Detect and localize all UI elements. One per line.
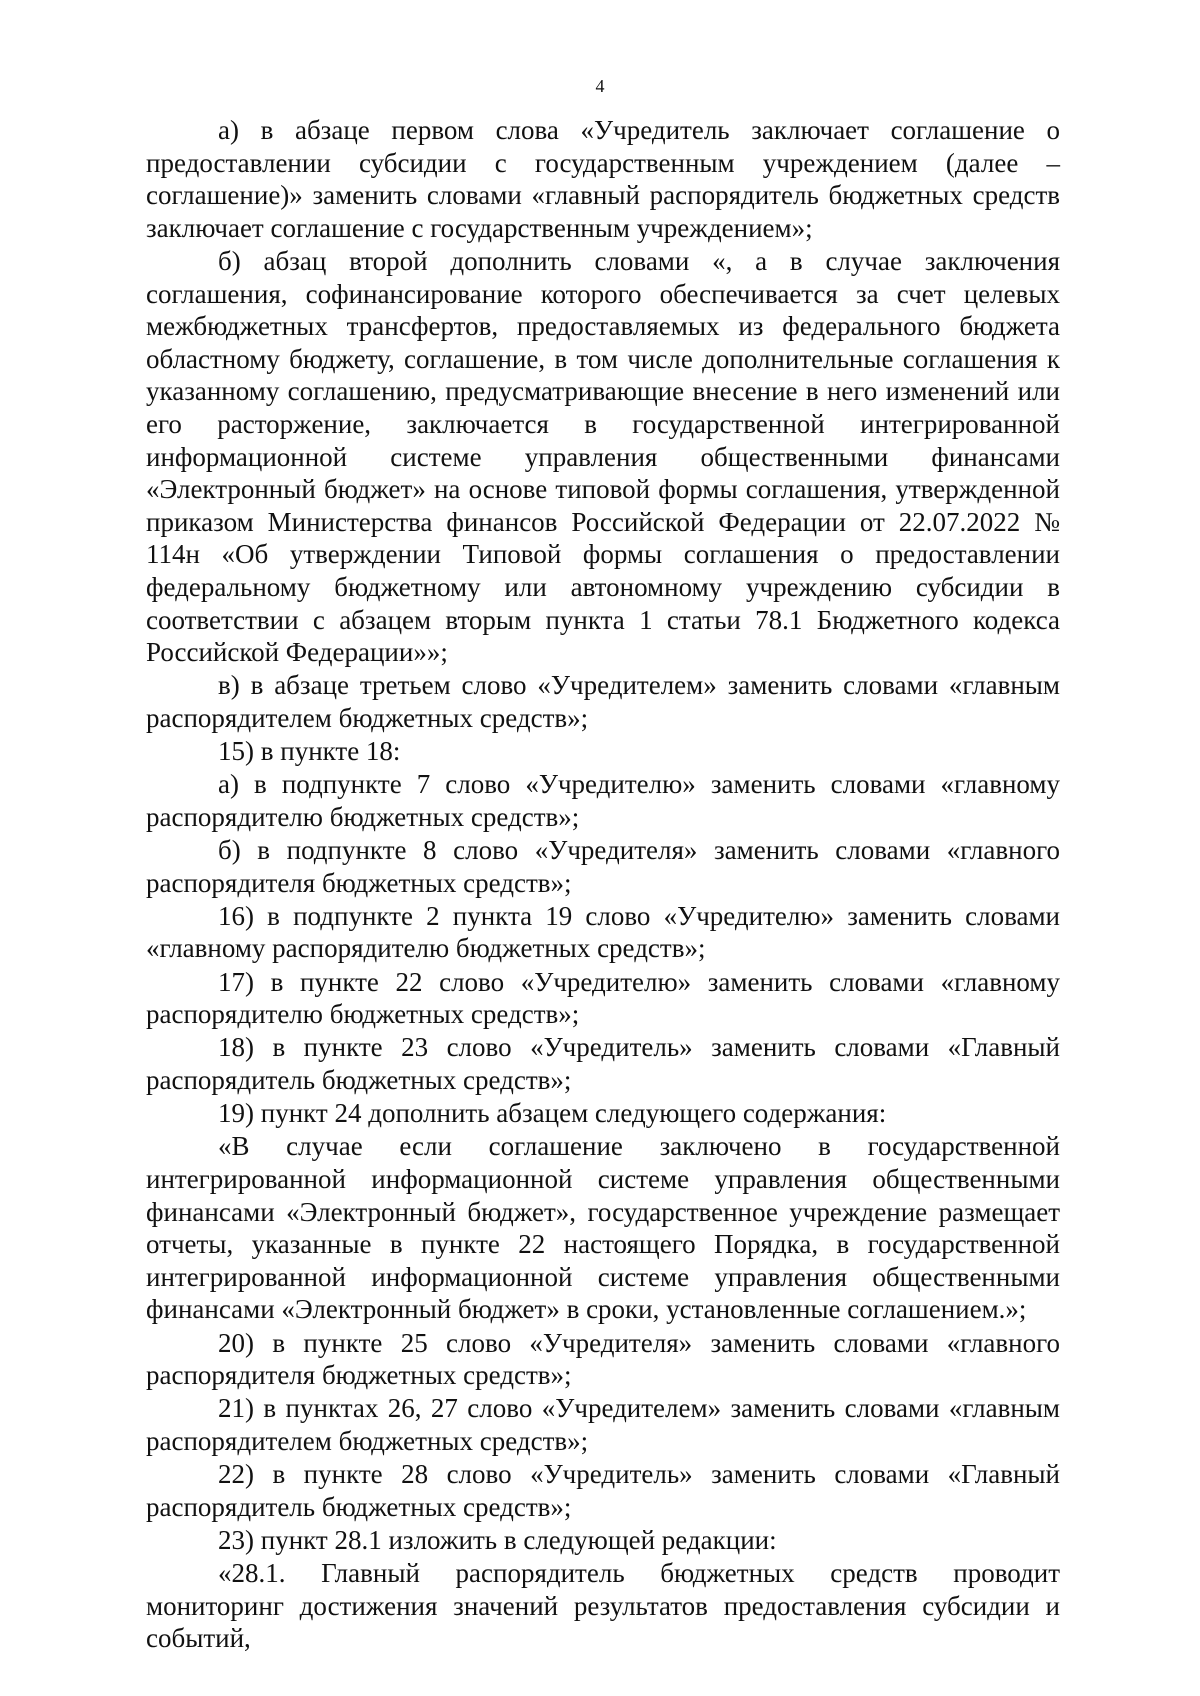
paragraph-b-subpoint-8: б) в подпункте 8 слово «Учредителя» заменить словами «главного распорядителя бюджетных средств»;: [146, 835, 1060, 898]
paragraph-17-point-22: 17) в пункте 22 слово «Учредителю» заменить словами «главному распорядителю бюджетных средств»;: [146, 966, 1060, 1030]
paragraph-20-point-25: 20) в пункте 25 слово «Учредителя» заменить словами «главного распорядителя бюджетных средств»;: [146, 1327, 1060, 1391]
paragraph-a-subsidy-agreement: а) в абзаце первом слова «Учредитель заключает соглашение о предоставлении субсидии с государственным учреждением (далее – соглашение)» заменить словами «главный распорядитель бюджетных средств заключает соглашение с государственным учреждением»;: [146, 115, 1060, 243]
paragraph-22-point-28: 22) в пункте 28 слово «Учредитель» заменить словами «Главный распорядитель бюджетных средств»;: [146, 1459, 1060, 1522]
paragraph-23-point-28-1: 23) пункт 28.1 изложить в следующей редакции:: [218, 1524, 777, 1555]
paragraph-quote-reports: «В случае если соглашение заключено в государственной интегрированной информационной системе управления общественными финансами «Электронный бюджет», государственное учреждение размещает отчеты, указанные в пункте 22 настоящего Порядка, в государственной интегрированной информационной системе управления общественными финансами «Электронный бюджет» в сроки, установленные соглашением.»;: [146, 1131, 1060, 1325]
paragraph-28-1-monitoring: «28.1. Главный распорядитель бюджетных средств проводит мониторинг достижения значений результатов предоставления субсидии и событий,: [146, 1558, 1060, 1654]
paragraph-19-point-24: 19) пункт 24 дополнить абзацем следующего содержания:: [218, 1098, 887, 1129]
page-number: 4: [595, 76, 605, 96]
paragraph-a-subpoint-7: а) в подпункте 7 слово «Учредителю» заменить словами «главному распорядителю бюджетных средств»;: [146, 769, 1060, 832]
paragraph-21-points-26-27: 21) в пунктах 26, 27 слово «Учредителем» заменить словами «главным распорядителем бюджетных средств»;: [146, 1393, 1060, 1456]
document-body: [146, 114, 1060, 1655]
paragraph-v-third-abzats: в) в абзаце третьем слово «Учредителем» заменить словами «главным распорядителем бюджетных средств»;: [146, 670, 1060, 733]
paragraph-b-electronic-budget: б) абзац второй дополнить словами «, а в случае заключения соглашения, софинансирование которого обеспечивается за счет целевых межбюджетных трансфертов, предоставляемых из федерального бюджета областному бюджету, соглашение, в том числе дополнительные соглашения к указанному соглашению, предусматривающие внесение в него изменений или его расторжение, заключается в государственной интегрированной информационной системе управления общественными финансами «Электронный бюджет» на основе типовой формы соглашения, утвержденной приказом Министерства финансов Российской Федерации от 22.07.2022 № 114н «Об утверждении Типовой формы соглашения о предоставлении федеральному бюджетному или автономному учреждению субсидии в соответствии с абзацем вторым пункта 1 статьи 78.1 Бюджетного кодекса Российской Федерации»»;: [146, 245, 1060, 668]
paragraph-15-point-18: 15) в пункте 18:: [218, 736, 401, 767]
paragraph-16-point-19: 16) в подпункте 2 пункта 19 слово «Учредителю» заменить словами «главному распорядителю бюджетных средств»;: [146, 900, 1060, 964]
paragraph-18-point-23: 18) в пункте 23 слово «Учредитель» заменить словами «Главный распорядитель бюджетных средств»;: [146, 1032, 1060, 1095]
